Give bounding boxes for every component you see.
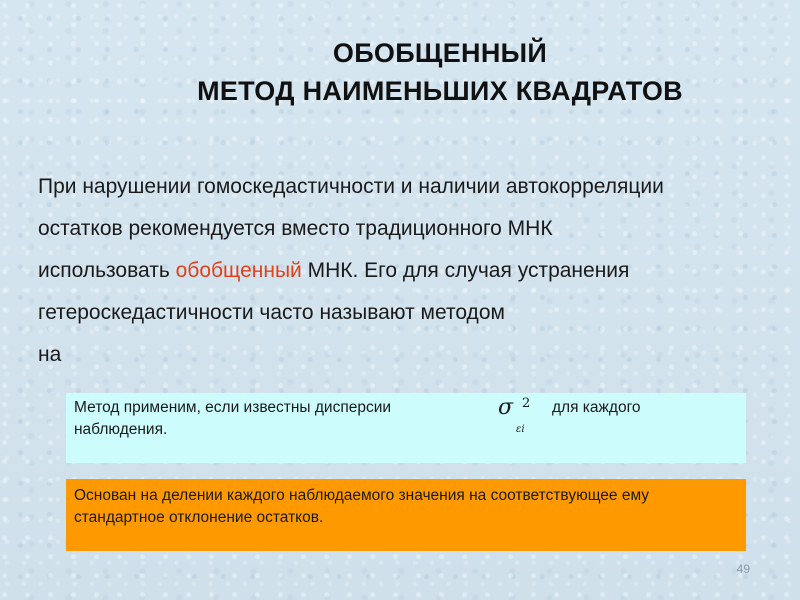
paragraph-4: гетероскедастичности часто называют методом bbox=[38, 301, 505, 324]
sigma-subscript: εi bbox=[516, 424, 525, 435]
note-cyan-text: Метод применим, если известны дисперсии bbox=[74, 399, 392, 416]
title-line-1: ОБОБЩЕННЫЙ bbox=[332, 38, 548, 68]
paragraph-3 bbox=[38, 256, 698, 286]
paragraph-2: остатков рекомендуется вместо традиционного МНК bbox=[38, 217, 553, 240]
note-cyan-line-2: наблюдения. bbox=[74, 421, 168, 438]
note-orange-text: Основан на делении каждого наблюдаемого значения на соответствующее ему стандартное отклонение остатков. bbox=[74, 487, 650, 526]
paragraph-3-pre: использовать bbox=[38, 259, 176, 282]
note-cyan-text-after: для каждого bbox=[552, 399, 641, 416]
slide-title bbox=[110, 34, 770, 110]
paragraph-1: При нарушении гомоскедастичности и наличии автокорреляции bbox=[38, 175, 664, 198]
sigma-symbol: σ bbox=[498, 395, 514, 420]
sigma-superscript: 2 bbox=[522, 396, 531, 411]
paragraph-3-post: МНК. Его для случая устранения bbox=[301, 259, 630, 282]
body-text bbox=[38, 172, 698, 382]
sigma-formula bbox=[498, 395, 531, 435]
highlight-term: обобщенный bbox=[175, 259, 302, 282]
page-number: 49 bbox=[736, 562, 750, 576]
note-box-cyan bbox=[66, 393, 746, 463]
title-line-2: МЕТОД НАИМЕНЬШИХ КВАДРАТОВ bbox=[197, 76, 683, 106]
paragraph-5: на bbox=[38, 343, 62, 366]
note-box-orange bbox=[66, 479, 746, 551]
